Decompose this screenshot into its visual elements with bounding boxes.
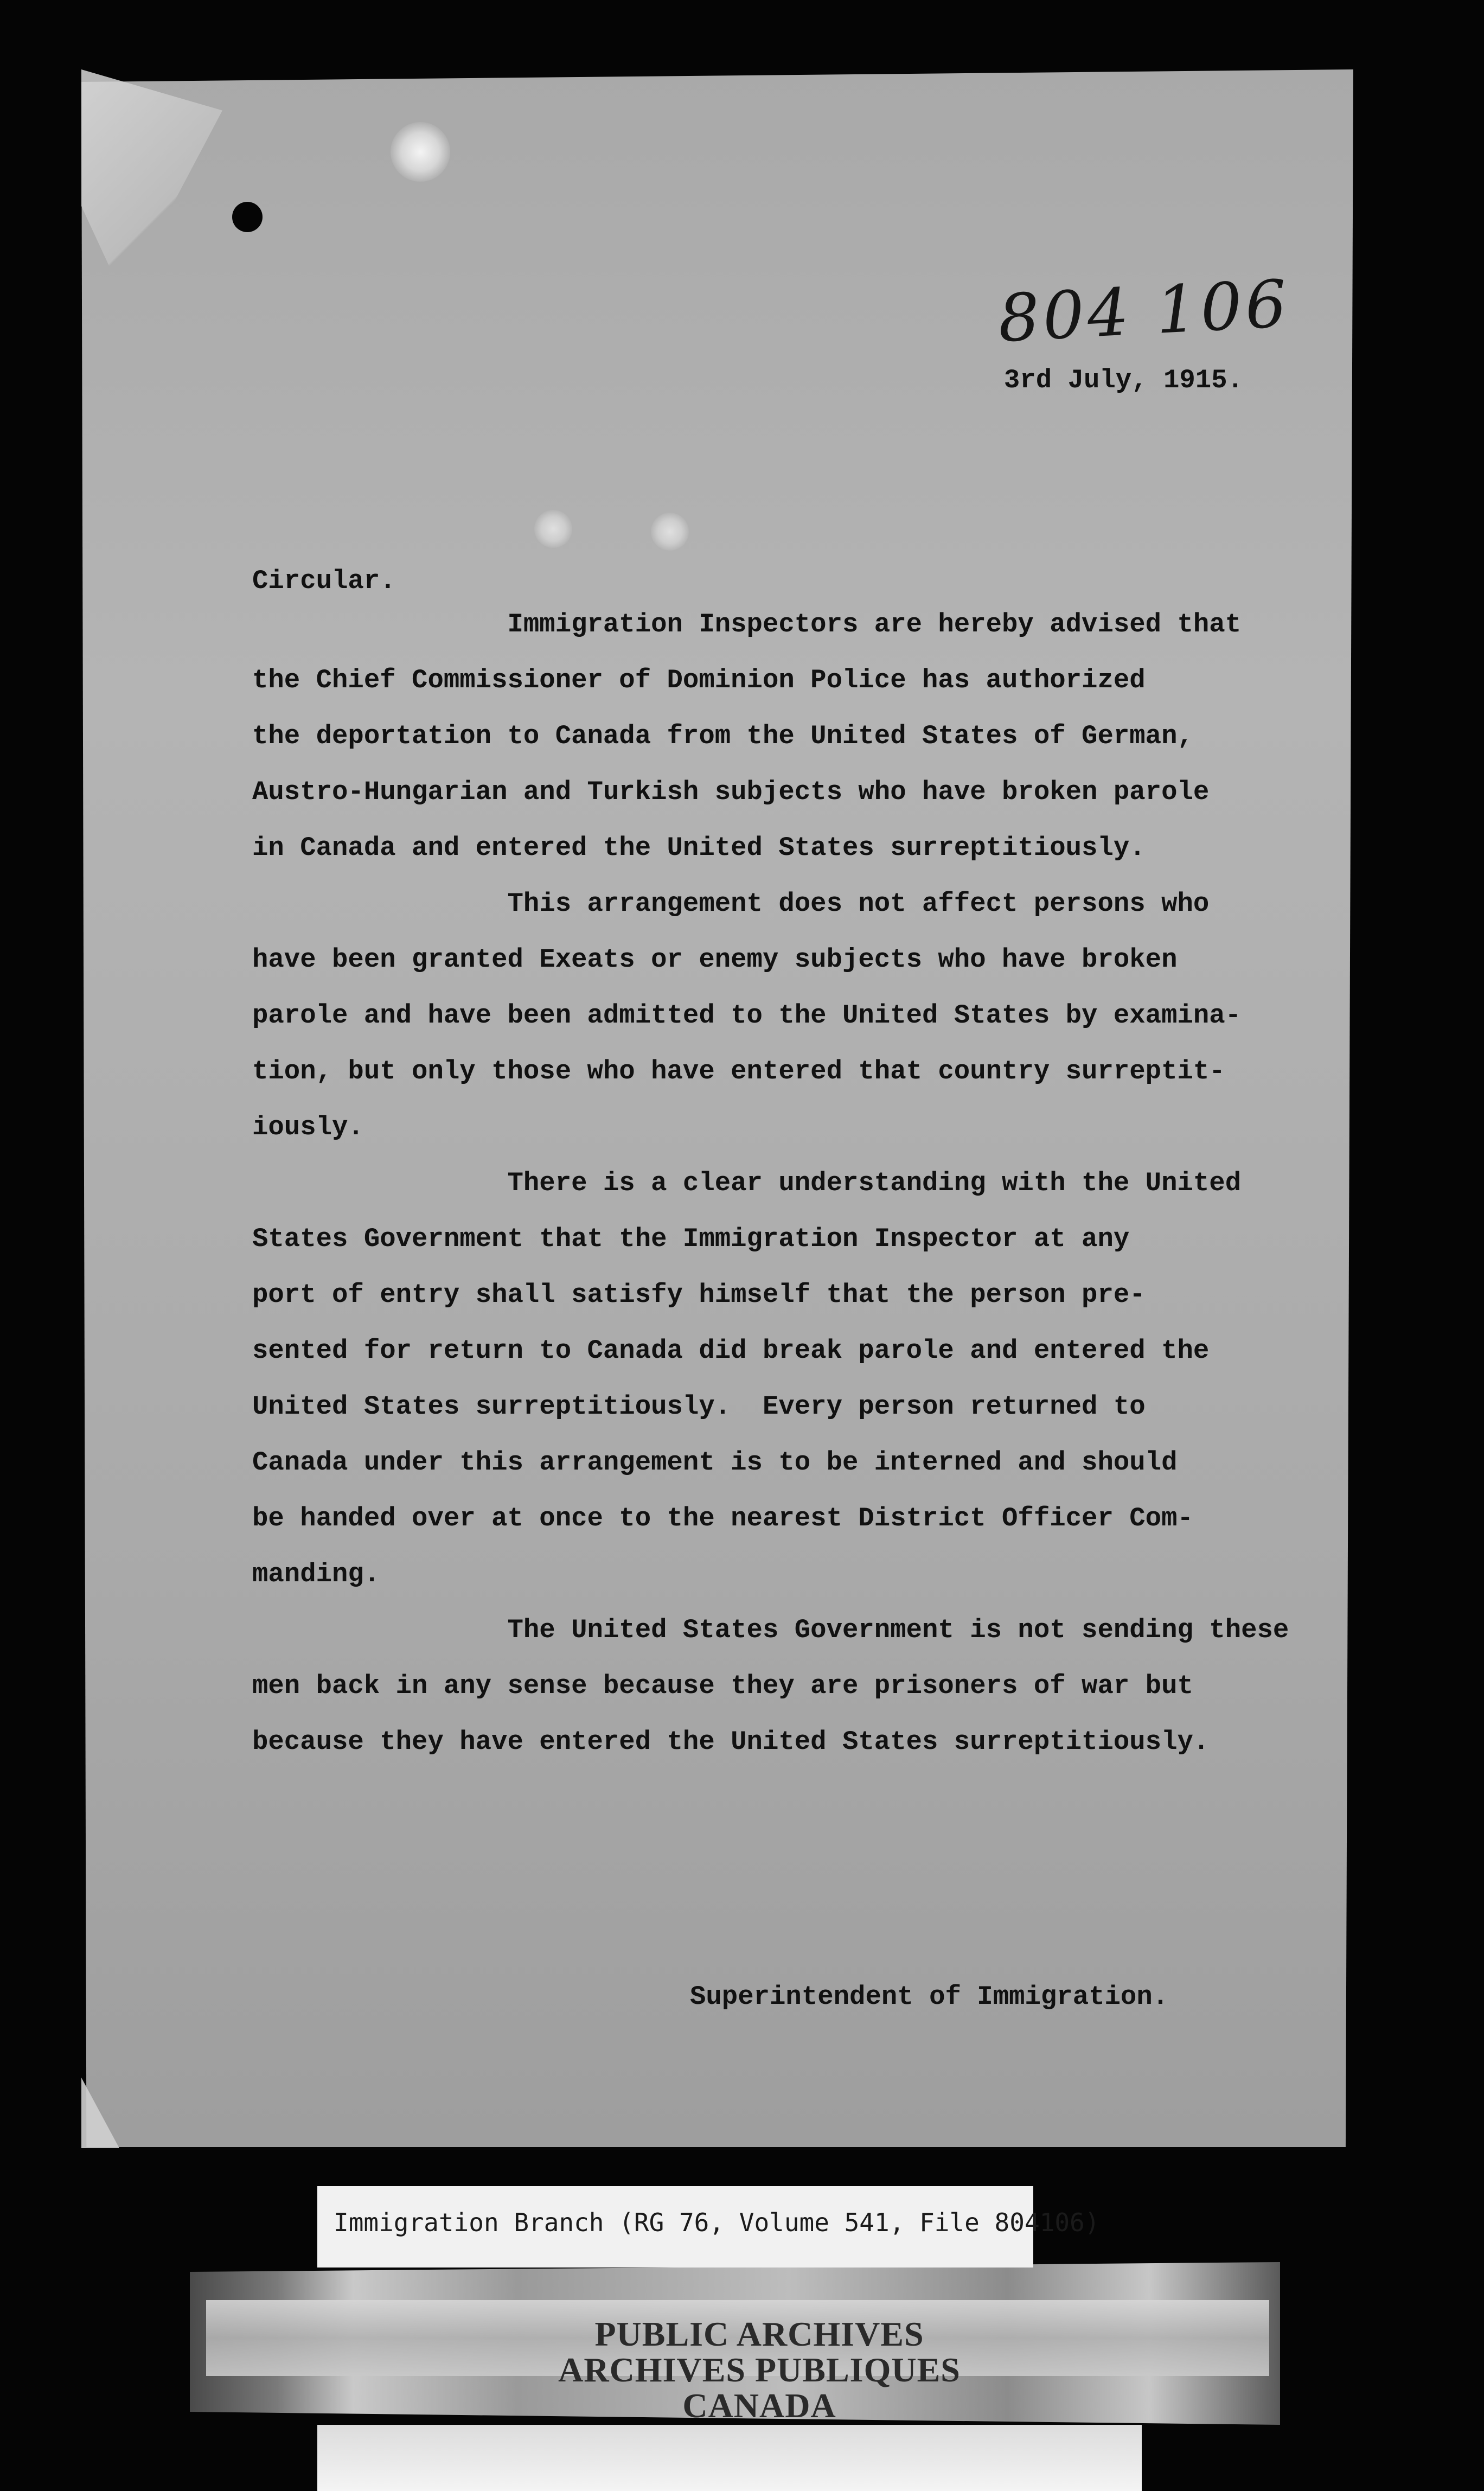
- archive-reference-label: [317, 2186, 1100, 2268]
- text-line: sented for return to Canada did break parole and entered the: [252, 1336, 1210, 1366]
- text-line: manding.: [252, 1559, 380, 1589]
- punch-hole: [232, 202, 263, 232]
- text-line: be handed over at once to the nearest District Officer Com-: [252, 1503, 1193, 1534]
- text-line: United States surreptitiously. Every person returned to: [252, 1391, 1146, 1422]
- text-line: parole and have been admitted to the United States by examina-: [252, 1000, 1242, 1031]
- text-line: tion, but only those who have entered that country surreptit-: [252, 1056, 1225, 1087]
- document-heading: Circular.: [252, 566, 396, 596]
- text-line: have been granted Exeats or enemy subjects who have broken: [252, 944, 1178, 975]
- text-line: There is a clear understanding with the United: [252, 1168, 1242, 1198]
- paragraph: [252, 876, 1261, 1155]
- text-line: the Chief Commissioner of Dominion Police has authorized: [252, 665, 1146, 695]
- text-line: because they have entered the United States surreptitiously.: [252, 1727, 1210, 1757]
- stamp-line: CANADA: [682, 2386, 836, 2425]
- glare-spot: [534, 510, 572, 548]
- document-date: 3rd July, 1915.: [1003, 365, 1243, 395]
- handwritten-file-number: 804 106: [996, 266, 1292, 357]
- text-line: men back in any sense because they are prisoners of war but: [252, 1671, 1193, 1701]
- text-line: in Canada and entered the United States surreptitiously.: [252, 833, 1146, 863]
- paragraph: [252, 1155, 1261, 1602]
- text-line: iously.: [252, 1112, 364, 1142]
- stamp-line: ARCHIVES PUBLIQUES: [558, 2351, 961, 2389]
- text-line: Immigration Inspectors are hereby advised that: [252, 609, 1242, 640]
- text-line: The United States Government is not sending these: [252, 1615, 1289, 1645]
- text-line: This arrangement does not affect persons who: [252, 889, 1210, 919]
- archives-stamp: [521, 2316, 998, 2424]
- stamp-line: PUBLIC ARCHIVES: [594, 2315, 924, 2353]
- document-body: [252, 597, 1289, 1770]
- signature-line: Superintendent of Immigration.: [690, 1982, 1169, 2012]
- archive-tape-lower: [317, 2425, 1142, 2491]
- text-line: Canada under this arrangement is to be interned and should: [252, 1447, 1178, 1478]
- paragraph: [252, 1602, 1289, 1770]
- text-line: States Government that the Immigration Inspector at any: [252, 1224, 1130, 1254]
- text-line: the deportation to Canada from the United States of German,: [252, 721, 1193, 751]
- glare-spot: [391, 122, 450, 182]
- paragraph: [252, 597, 1261, 876]
- archive-reference-text: Immigration Branch (RG 76, Volume 541, File 804106): [334, 2208, 1100, 2237]
- glare-spot: [651, 513, 689, 551]
- text-line: Austro-Hungarian and Turkish subjects who have broken parole: [252, 777, 1210, 807]
- text-line: port of entry shall satisfy himself that the person pre-: [252, 1280, 1146, 1310]
